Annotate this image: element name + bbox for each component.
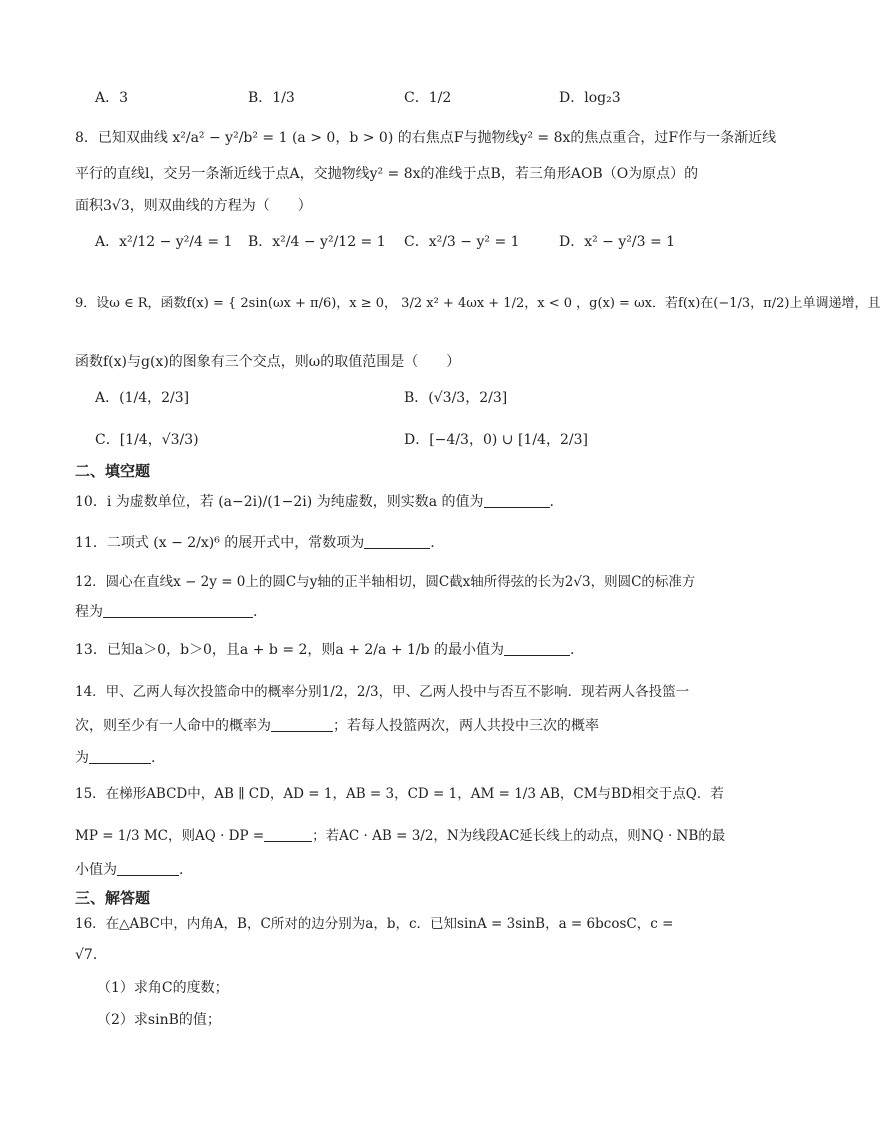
q10-stem — [75, 492, 554, 512]
q11-answer-blank[interactable] — [364, 534, 430, 549]
q9-stem-line1: 9．设ω ∈ R，函数f(x) = { 2sin(ωx + π/6)，x ≥ 0， 3/2 x² + 4ωx + 1/2，x < 0 ，g(x) = ωx．若f(x)在(−1/3，π/2)上单调递增，且 — [75, 296, 880, 311]
q14-end: . — [151, 750, 156, 766]
q14-stem-line2 — [75, 716, 599, 736]
q12-stem-line1: 12．圆心在直线x − 2y = 0上的圆C与y轴的正半轴相切，圆C截x轴所得弦的长为2√3，则圆C的标准方 — [75, 574, 696, 590]
q11-stem — [75, 533, 435, 553]
q14-text-b: ；若每人投篮两次，两人共投中三次的概率 — [333, 718, 599, 734]
q12-answer-blank[interactable] — [103, 603, 253, 618]
q9-stem-line2: 函数f(x)与g(x)的图象有三个交点，则ω的取值范围是（ ） — [75, 354, 461, 370]
q14-text-c: 为 — [75, 750, 89, 766]
q13-stem — [75, 640, 574, 660]
q7-option-b: B．1/3 — [248, 90, 295, 106]
q15-answer-blank-1[interactable] — [264, 827, 312, 842]
q13-text: 13．已知a＞0，b＞0，且a + b = 2，则a + 2/a + 1/b 的最小值为 — [75, 642, 505, 658]
q14-stem-line3 — [75, 748, 155, 768]
q15-text-c: 小值为 — [75, 862, 117, 878]
q7-option-a: A．3 — [95, 90, 129, 106]
q15-end: . — [179, 862, 184, 878]
q8-stem-line3: 面积3√3，则双曲线的方程为（ ） — [75, 198, 312, 214]
q13-end: . — [570, 642, 575, 658]
q9-option-c: C．[1/4，√3/3) — [95, 432, 199, 448]
q16-subquestion-1: （1）求角C的度数； — [97, 980, 229, 996]
q8-option-a: A．x²/12 − y²/4 = 1 — [95, 234, 233, 250]
q10-answer-blank[interactable] — [484, 493, 550, 508]
q13-answer-blank[interactable] — [504, 641, 570, 656]
q12-stem-line2 — [75, 602, 257, 622]
q15-answer-blank-2[interactable] — [117, 861, 179, 876]
q8-option-c: C．x²/3 − y² = 1 — [404, 234, 520, 250]
q9-option-a: A．(1/4，2/3] — [95, 390, 190, 406]
q9-option-b: B．(√3/3，2/3] — [404, 390, 508, 406]
q10-end: . — [549, 494, 554, 510]
q15-stem-line1: 15．在梯形ABCD中，AB ∥ CD，AD = 1，AB = 3，CD = 1，AM = 1/3 AB，CM与BD相交于点Q．若 — [75, 786, 724, 802]
q12-text: 程为 — [75, 604, 103, 620]
q14-text-a: 次，则至少有一人命中的概率为 — [75, 718, 271, 734]
q14-answer-blank-1[interactable] — [271, 717, 333, 732]
section-solve-title: 三、解答题 — [75, 889, 151, 907]
q11-text: 11．二项式 (x − 2/x)⁶ 的展开式中，常数项为 — [75, 535, 365, 551]
q14-stem-line1: 14．甲、乙两人每次投篮命中的概率分别1/2，2/3，甲、乙两人投中与否互不影响．现若两人各投篮一 — [75, 684, 690, 700]
section-fill-in-title: 二、填空题 — [75, 462, 151, 480]
q16-stem-line2: √7． — [75, 947, 107, 963]
q7-option-c: C．1/2 — [404, 90, 452, 106]
q11-end: . — [430, 535, 435, 551]
q15-stem-line2 — [75, 826, 725, 846]
q16-subquestion-2: （2）求sinB的值； — [97, 1012, 221, 1028]
q15-text-a: MP = 1/3 MC，则AQ · DP = — [75, 828, 265, 844]
q14-answer-blank-2[interactable] — [89, 749, 151, 764]
q9-option-d: D．[−4/3，0) ∪ [1/4，2/3] — [404, 432, 588, 448]
q7-option-d: D．log₂3 — [559, 90, 621, 106]
q16-stem-line1: 16．在△ABC中，内角A，B，C所对的边分别为a，b，c．已知sinA = 3sinB，a = 6bcosC，c = — [75, 916, 674, 932]
q8-option-b: B．x²/4 − y²/12 = 1 — [248, 234, 386, 250]
q15-stem-line3 — [75, 860, 183, 880]
q8-stem-line1: 8．已知双曲线 x²/a² − y²/b² = 1 (a > 0，b > 0) 的右焦点F与抛物线y² = 8x的焦点重合，过F作与一条渐近线 — [75, 130, 777, 146]
q8-option-d: D．x² − y²/3 = 1 — [559, 234, 676, 250]
q12-end: . — [253, 604, 258, 620]
q8-stem-line2: 平行的直线l，交另一条渐近线于点A，交抛物线y² = 8x的准线于点B，若三角形AOB（O为原点）的 — [75, 166, 699, 182]
q10-text: 10．i 为虚数单位，若 (a−2i)/(1−2i) 为纯虚数，则实数a 的值为 — [75, 494, 484, 510]
q15-text-b: ；若AC · AB = 3/2，N为线段AC延长线上的动点，则NQ · NB的最 — [312, 828, 726, 844]
